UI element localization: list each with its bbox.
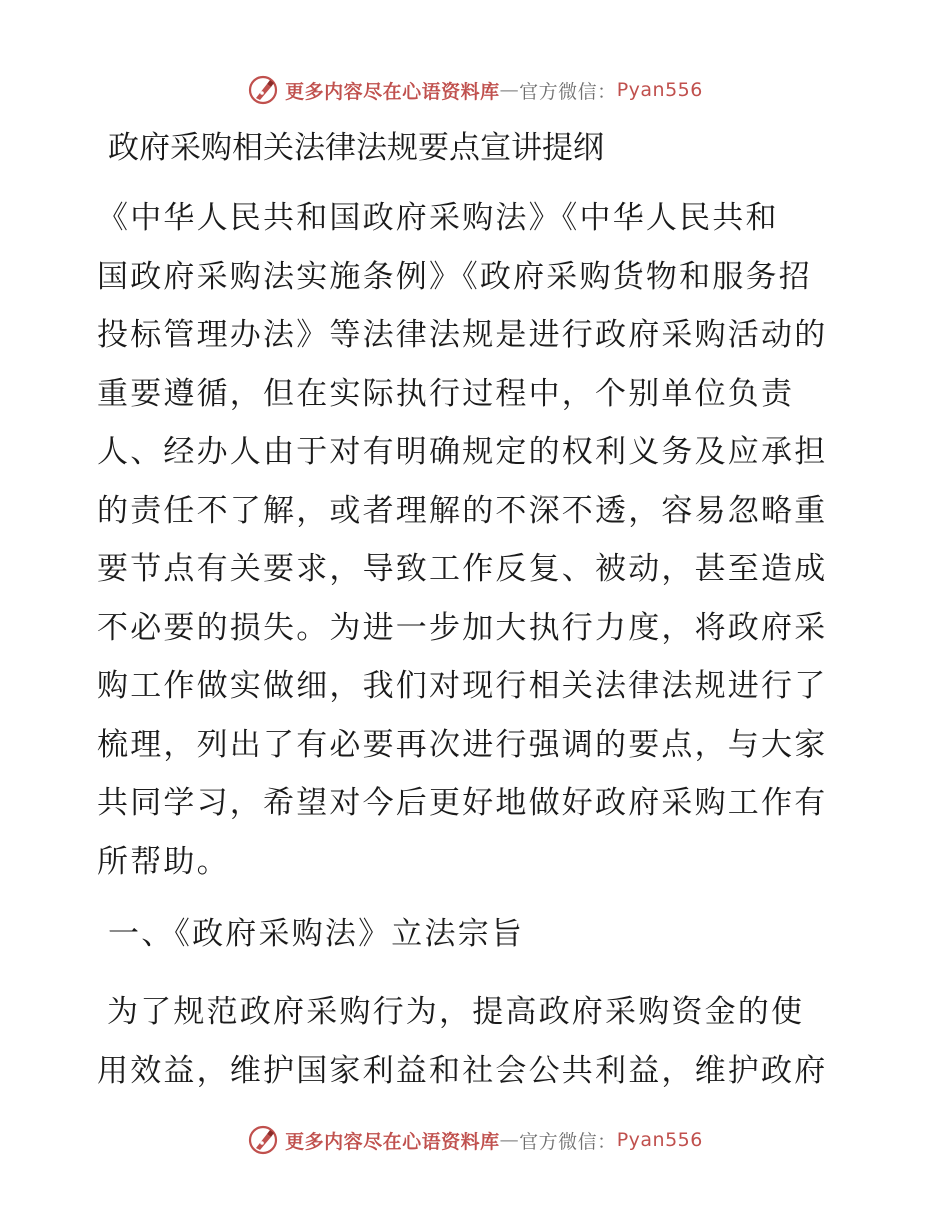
paragraph-line: 不必要的损失。为进一步加大执行力度，将政府采	[97, 609, 828, 646]
banner-wechat-id: Pyan556	[616, 79, 703, 101]
pen-nib-logo-icon	[247, 1124, 279, 1156]
paragraph-line: 《中华人民共和国政府采购法》《中华人民共和	[97, 200, 779, 236]
banner-wechat-id: Pyan556	[616, 1129, 703, 1151]
paragraph-line: 国政府采购法实施条例》《政府采购货物和服务招	[97, 258, 812, 295]
paragraph-line: 为了规范政府采购行为，提高政府采购资金的使	[107, 994, 805, 1030]
header-banner	[0, 70, 950, 110]
paragraph-line: 的责任不了解，或者理解的不深不透，容易忽略重	[97, 492, 828, 529]
banner-main-text: 更多内容尽在心语资料库	[285, 1130, 500, 1153]
banner-official-label: 官方微信：	[519, 1130, 617, 1153]
pen-nib-logo-icon	[247, 74, 279, 106]
footer-banner	[0, 1120, 950, 1160]
paragraph-line: 购工作做实做细，我们对现行相关法律法规进行了	[97, 668, 828, 704]
paragraph-line: 用效益，维护国家利益和社会公共利益，维护政府	[97, 1052, 828, 1089]
paragraph-line: 共同学习，希望对今后更好地做好政府采购工作有	[97, 785, 828, 821]
paragraph-line: 要节点有关要求，导致工作反复、被动，甚至造成	[97, 551, 828, 587]
paragraph-line: 重要遵循，但在实际执行过程中，个别单位负责	[97, 375, 795, 412]
section-paragraph	[97, 983, 857, 1100]
intro-paragraph	[97, 189, 857, 891]
document-title: 政府采购相关法律法规要点宣讲提纲	[108, 130, 604, 166]
banner-dash: —	[499, 79, 520, 101]
banner-main-text: 更多内容尽在心语资料库	[285, 80, 500, 103]
section-heading: 一、《政府采购法》立法宗旨	[108, 916, 525, 952]
paragraph-line: 所帮助。	[97, 843, 230, 880]
paragraph-line: 人、经办人由于对有明确规定的权利义务及应承担	[97, 434, 828, 470]
paragraph-line: 梳理，列出了有必要再次进行强调的要点，与大家	[97, 726, 828, 763]
banner-dash: —	[499, 1129, 520, 1151]
banner-official-label: 官方微信：	[519, 80, 617, 103]
paragraph-line: 投标管理办法》等法律法规是进行政府采购活动的	[97, 317, 828, 353]
